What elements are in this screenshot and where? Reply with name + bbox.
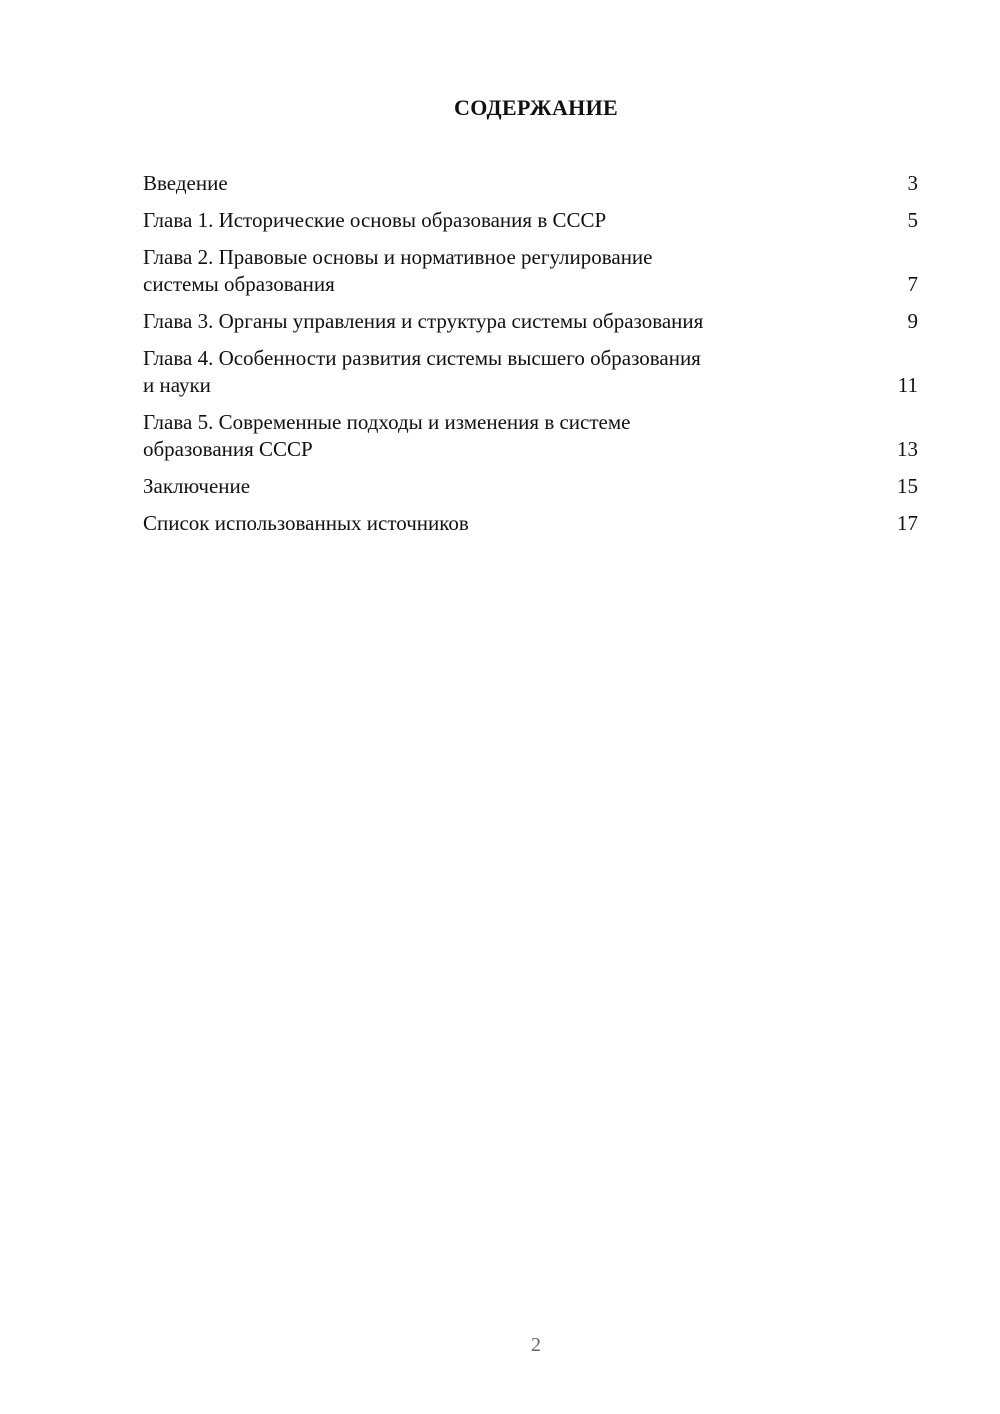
table-of-contents — [143, 170, 918, 547]
toc-entry-title: Глава 1. Исторические основы образования в СССР — [143, 208, 607, 232]
toc-entry-chapter-2[interactable] — [143, 244, 918, 298]
toc-entry-chapter-1[interactable] — [143, 207, 918, 234]
toc-entry-title: Заключение — [143, 474, 251, 498]
toc-entry-title: Глава 3. Органы управления и структура системы образования — [143, 309, 704, 333]
toc-entry-page: 15 — [897, 474, 918, 498]
toc-entry-page: 13 — [897, 437, 918, 461]
toc-entry-conclusion[interactable] — [143, 473, 918, 500]
toc-entry-title: Список использованных источников — [143, 511, 469, 535]
page-number: 2 — [531, 1334, 541, 1356]
toc-entry-page: 3 — [907, 171, 918, 195]
toc-entry-chapter-5[interactable] — [143, 409, 918, 463]
toc-entry-title: Глава 4. Особенности развития системы высшего образования и науки — [143, 346, 701, 397]
toc-entry-introduction[interactable] — [143, 170, 918, 197]
page-title: СОДЕРЖАНИЕ — [454, 95, 618, 120]
toc-entry-page: 9 — [907, 309, 918, 333]
toc-entry-title: Введение — [143, 171, 228, 195]
toc-entry-title: Глава 2. Правовые основы и нормативное регулирование системы образования — [143, 245, 653, 296]
toc-entry-page: 7 — [907, 272, 918, 296]
toc-entry-page: 17 — [897, 511, 918, 535]
toc-entry-title: Глава 5. Современные подходы и изменения в системе образования СССР — [143, 410, 631, 461]
toc-entry-page: 5 — [907, 208, 918, 232]
toc-entry-references[interactable] — [143, 510, 918, 537]
toc-entry-chapter-3[interactable] — [143, 308, 918, 335]
toc-entry-chapter-4[interactable] — [143, 345, 918, 399]
toc-entry-page: 11 — [897, 373, 918, 397]
